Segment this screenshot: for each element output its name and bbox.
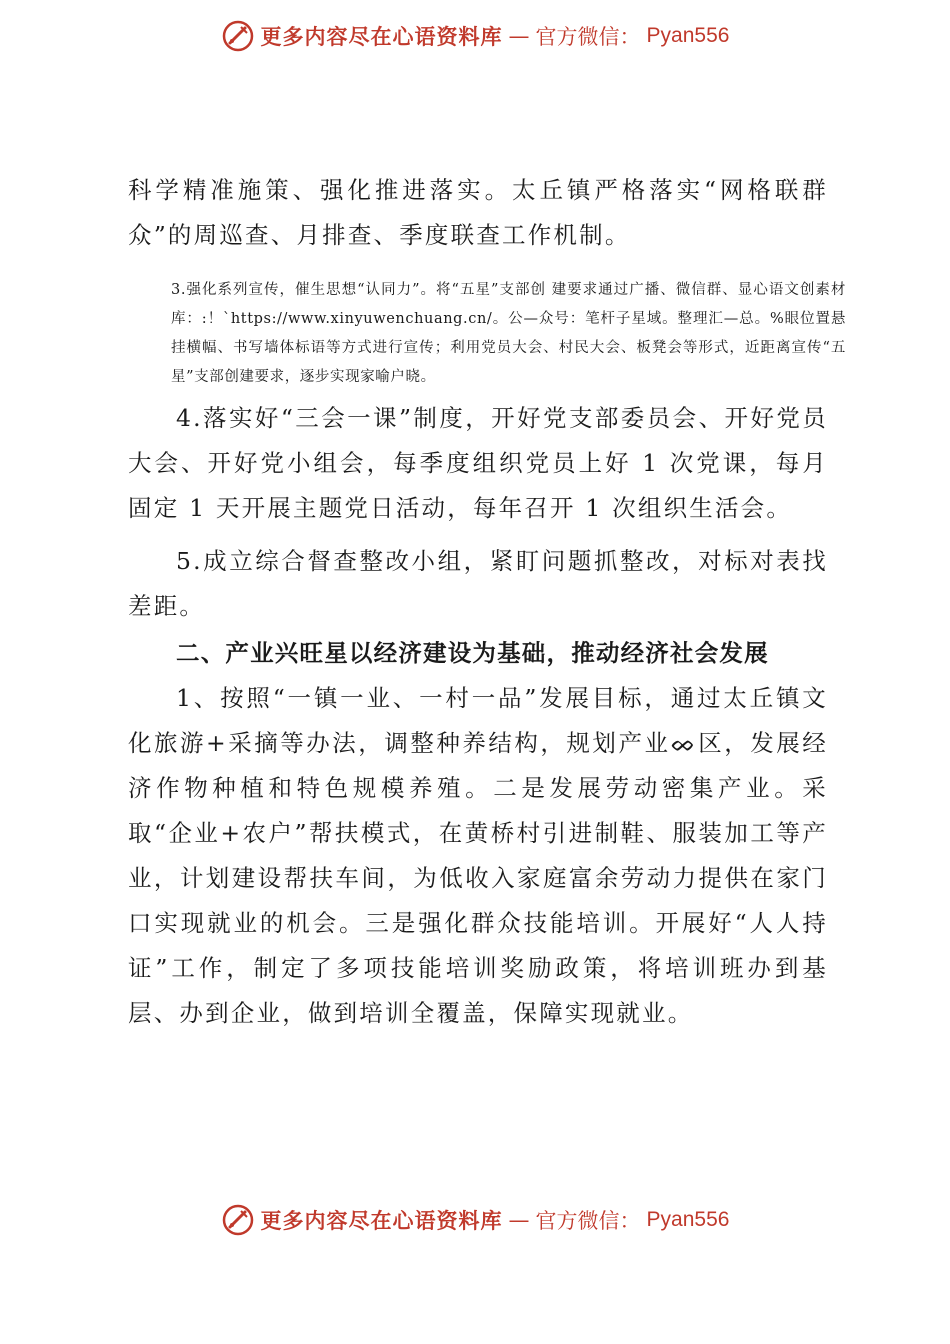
footer-banner <box>0 1198 950 1242</box>
paragraph-publicity: 3.强化系列宣传，催生思想“认同力”。将“五星”支部创 建要求通过广播、微信群、显心语文创素材库：:！`https://www.xinyuwenchuang.cn/。公—众号：笔杆子星域。整理汇—总。%眼位置悬挂横幅、书写墙体标语等方式进行宣传；利用党员大会、村民大会、板凳会等形式，近距离宣传“五星”支部创建要求，逐步实现家喻户晓。 <box>171 282 846 385</box>
paragraph-industry: 1、按照“一镇一业、一村一品”发展目标，通过太丘镇文化旅游+采摘等办法，调整种养结构，规划产业ᨖ区，发展经济作物种植和特色规模养殖。二是发展劳动密集产业。采取“企业+农户”帮扶模式，在黄桥村引进制鞋、服装加工等产业，计划建设帮扶车间，为低收入家庭富余劳动力提供在家门口实现就业的机会。三是强化群众技能培训。开展好“人人持证”工作，制定了多项技能培训奖励政策，将培训班办到基层、办到企业，做到培训全覆盖，保障实现就业。 <box>128 684 828 1027</box>
banner-separator: — <box>508 24 530 48</box>
paragraph-continuation: 科学精准施策、强化推进落实。太丘镇严格落实“网格联群众”的周巡查、月排查、季度联查工作机制。 <box>128 176 828 249</box>
paragraph-three-meetings: 4.落实好“三会一课”制度，开好党支部委员会、开好党员大会、开好党小组会，每季度组织党员上好 1 次党课，每月固定 1 天开展主题党日活动，每年召开 1 次组织生活会。 <box>128 404 828 522</box>
brand-logo-icon <box>221 1203 255 1237</box>
header-banner <box>0 14 950 58</box>
banner-wechat-id: Pyan556 <box>646 1208 730 1231</box>
brand-logo-icon <box>221 19 255 53</box>
paragraph-supervision: 5.成立综合督查整改小组，紧盯问题抓整改，对标对表找差距。 <box>128 547 828 620</box>
section-heading: 二、产业兴旺星以经济建设为基础，推动经济社会发展 <box>176 639 769 667</box>
banner-wechat-id: Pyan556 <box>646 24 730 47</box>
banner-brand-text: 更多内容尽在心语资料库 <box>260 25 503 49</box>
banner-brand-text: 更多内容尽在心语资料库 <box>260 1209 503 1233</box>
banner-wechat-label: 官方微信： <box>535 25 641 49</box>
banner-separator: — <box>508 1208 530 1232</box>
banner-wechat-label: 官方微信： <box>535 1209 641 1233</box>
document-body <box>128 168 846 1036</box>
